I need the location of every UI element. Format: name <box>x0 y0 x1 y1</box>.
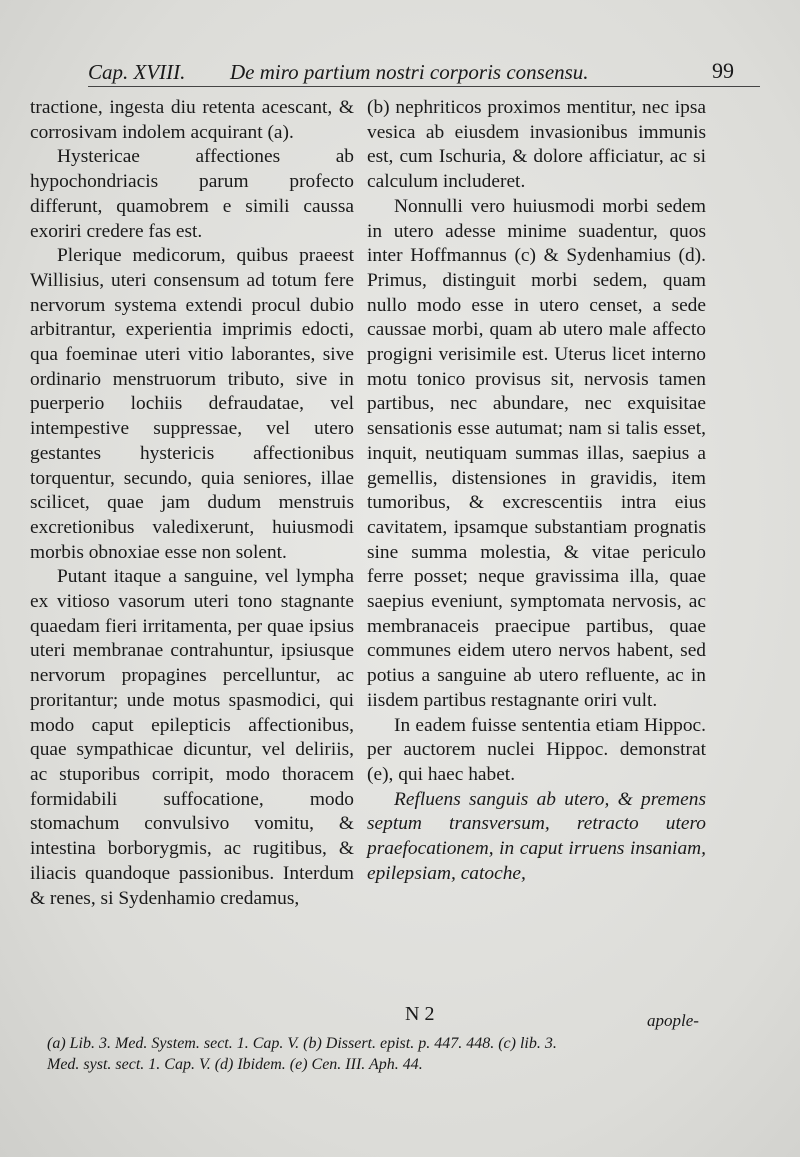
chapter-title: De miro partium nostri corporis consensu. <box>230 60 589 84</box>
footnote-line: Med. syst. sect. 1. Cap. V. (d) Ibidem. (e) Cen. III. Aph. 44. <box>47 1056 423 1073</box>
paragraph: (b) nephriticos proximos mentitur, nec ipsa vesica ab eiusdem invasionibus immunis est, cum Ischuria, & dolore afficiatur, ac si calculum includeret. <box>367 97 706 193</box>
paragraph: Putant itaque a sanguine, vel lympha ex vitioso vasorum uteri tono stagnante quaedam fieri irritamenta, per quae ipsius uteri membranae contrahuntur, ipsiusque nervorum propagines percelluntur, ac proritantur; unde motus spasmodici, qui modo caput epilepticis affectionibus, quae sympathicae dicuntur, vel deliriis, ac stuporibus corripit, modo thoracem formidabili suffocatione, modo stomachum convulsivo vomitu, & intestina borborygmis, ac rugitibus, & iliacis quandoque passionibus. Interdum & renes, si Sydenhamio credamus, <box>30 566 354 909</box>
right-text-column <box>367 96 706 887</box>
page-number: 99 <box>712 58 734 83</box>
footnote-line: (a) Lib. 3. Med. System. sect. 1. Cap. V. (b) Dissert. epist. p. 447. 448. (c) lib. 3. <box>47 1035 557 1052</box>
chapter-label: Cap. XVIII. <box>88 60 186 84</box>
paragraph: Hystericae affectiones ab hypochondriacis parum profecto differunt, quamobrem e simili caussa exoriri credere fas est. <box>30 146 354 242</box>
quotation-paragraph: Refluens sanguis ab utero, & premens septum transversum, retracto utero praefocationem, in caput irruens insaniam, epilepsiam, catoche, <box>367 788 706 884</box>
paragraph: Plerique medicorum, quibus praeest Willisius, uteri consensum ad totum fere nervorum systema extendi procul dubio arbitrantur, experientia imprimis edocti, qua foeminae uteri vitio laborantes, sive ordinario menstruorum tributo, sive in puerperio lochiis defraudatae, vel intempestive suppressae, vel utero gestantes hystericis affectionibus torquentur, secundo, quia seniores, illae scilicet, quae jam dudum menstruis excretionibus valedixerunt, huiusmodi morbis obnoxiae esse non solent. <box>30 245 354 563</box>
catchword: apople- <box>647 1011 699 1030</box>
signature-mark: N 2 <box>405 1003 435 1025</box>
left-text-column <box>30 96 354 911</box>
running-header <box>88 60 760 87</box>
footnotes <box>47 1033 717 1075</box>
paragraph: Nonnulli vero huiusmodi morbi sedem in utero adesse minime suadentur, quos inter Hoffmannus (c) & Sydenhamius (d). Primus, distinguit morbi sedem, quam nullo modo esse in utero censet, a sede caussae morbi, quam ab utero male affecto progigni verisimile est. Uterus licet interno motu tonico provisus sit, nervosis tamen partibus, nec abundare, nec exquisitae sensationis esse autumat; nam si talis esset, inquit, neutiquam summas illas, saepius a gemellis, distensiones in gravidis, item tumoribus, & excrescentiis intra eius cavitatem, ipsamque substantiam prognatis sine summa molestia, & vitae periculo ferre posset; neque gravissima illa, quae saepius eveniunt, symptomata nervosis, ac membranaceis praecipue partibus, quae communes eidem utero nervos habent, sed potius a sanguine ab utero refluente, ac in iisdem partibus restagnante oriri vult. <box>367 195 706 711</box>
paragraph: In eadem fuisse sententia etiam Hippoc. per auctorem nuclei Hippoc. demonstrat (e), qui haec habet. <box>367 714 706 785</box>
paragraph: tractione, ingesta diu retenta acescant, & corrosivam indolem acquirant (a). <box>30 97 354 143</box>
